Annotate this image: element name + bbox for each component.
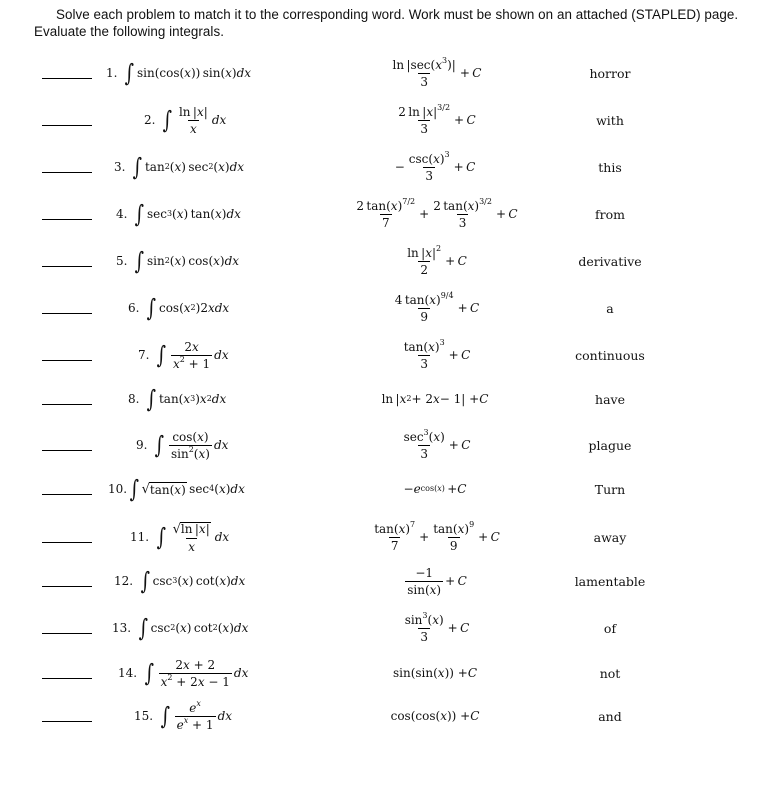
answer-choice xyxy=(300,50,570,96)
problem-number: 3. xyxy=(114,160,126,174)
answer-expression: $\sin^3(x)$ 3 + C xyxy=(404,610,470,644)
problem xyxy=(100,693,334,739)
answer-blank[interactable] xyxy=(42,450,92,451)
problem-expression: ∫ sin(cos( x )) sin( x ) dx xyxy=(125,59,252,87)
answer-blank[interactable] xyxy=(42,721,92,722)
match-word: derivative xyxy=(578,253,642,269)
problem-expression: ∫ ln |x| x dx xyxy=(163,104,227,136)
match-word: have xyxy=(595,391,625,407)
problem xyxy=(100,650,318,696)
problem-number: 2. xyxy=(144,113,156,127)
problem-row xyxy=(0,50,783,96)
match-word: Turn xyxy=(594,481,626,497)
answer-blank[interactable] xyxy=(42,404,92,405)
problem-row xyxy=(0,650,783,696)
answer-expression: 2 $\tan(x)^{7/2}$ 7 + 2 $\tan(x)^{3/2}$ 3 + C xyxy=(356,196,518,230)
answer-choice xyxy=(300,332,570,378)
problem-expression: ∫ tan 2 ( x ) sec 2 ( x ) dx xyxy=(133,153,245,181)
problem xyxy=(100,50,306,96)
answer-choice xyxy=(300,97,570,143)
answer-blank[interactable] xyxy=(42,78,92,79)
problem-expression: ∫ cos( x 2 )2 xdx xyxy=(147,294,230,322)
answer-choice xyxy=(300,466,570,512)
answer-expression: 2 $\ln |x|^{3/2}$ 3 + C xyxy=(398,102,476,136)
problem-row xyxy=(0,558,783,604)
instructions-line-1: Solve each problem to match it to the corresponding word. Work must be shown on an attached (STAPLED) page. xyxy=(56,7,739,22)
problem-expression: ∫ tan( x 3 ) x 2 dx xyxy=(147,385,227,413)
problem-number: 11. xyxy=(130,530,150,544)
answer-expression: $\tan(x)^3$ 3 + C xyxy=(403,337,471,371)
problem-number: 8. xyxy=(128,392,140,406)
answer-expression: sin(sin( x )) + C xyxy=(392,666,477,680)
match-word: a xyxy=(606,300,614,316)
answer-blank[interactable] xyxy=(42,586,92,587)
answer-expression: cos(cos( x )) + C xyxy=(390,709,480,723)
problem-number: 9. xyxy=(136,438,148,452)
problem-number: 10. xyxy=(108,482,128,496)
problem-row xyxy=(0,285,783,331)
answer-expression: $\tan(x)^7$ 7 + $\tan(x)^9$ 9 + C xyxy=(374,519,500,553)
problem-expression: ∫ cos(x) $\sin^2(x)$ dx xyxy=(155,429,229,461)
match-word: plague xyxy=(588,437,632,453)
match-word: and xyxy=(598,708,622,724)
problem-row xyxy=(0,422,783,468)
answer-blank[interactable] xyxy=(42,678,92,679)
problem-number: 1. xyxy=(106,66,118,80)
match-word: with xyxy=(596,112,624,128)
answer-blank[interactable] xyxy=(42,542,92,543)
problem-row xyxy=(0,332,783,378)
problem-row xyxy=(0,144,783,190)
problem-number: 6. xyxy=(128,301,140,315)
answer-blank[interactable] xyxy=(42,125,92,126)
problem-row xyxy=(0,97,783,143)
answer-expression: $\sec^3(x)$ 3 + C xyxy=(403,427,471,461)
problem xyxy=(100,466,308,512)
problem-number: 14. xyxy=(118,666,138,680)
match-word: continuous xyxy=(575,347,645,363)
match-word: lamentable xyxy=(574,573,646,589)
problem-expression: ∫ sin 2 ( x ) cos( x ) dx xyxy=(135,247,240,275)
problem-number: 12. xyxy=(114,574,134,588)
answer-blank[interactable] xyxy=(42,172,92,173)
problem-expression: ∫ 2x + 2 $x^2 + 2x - 1$ dx xyxy=(144,657,249,689)
problem-row xyxy=(0,466,783,512)
match-word: horror xyxy=(589,65,631,81)
problem xyxy=(100,514,330,560)
answer-choice xyxy=(300,650,570,696)
answer-expression: − e cos(x) + C xyxy=(403,482,467,496)
problem-row xyxy=(0,376,783,422)
problem-row xyxy=(0,605,783,651)
problem-expression: ∫ csc 3 ( x ) cot( x ) dx xyxy=(140,567,246,595)
answer-expression: $\ln |x|^2$ 2 + C xyxy=(407,243,467,277)
instructions xyxy=(34,6,774,40)
problem-number: 15. xyxy=(134,709,154,723)
problem-number: 7. xyxy=(138,348,150,362)
problem-expression: ∫ √ tan(x) sec 4 ( x ) dx xyxy=(129,475,245,503)
problem xyxy=(100,238,316,284)
answer-choice xyxy=(300,605,570,651)
answer-expression: 4 $\tan(x)^{9/4}$ 9 + C xyxy=(394,290,480,324)
problem xyxy=(100,605,312,651)
answer-blank[interactable] xyxy=(42,494,92,495)
problem xyxy=(100,191,316,237)
answer-expression: − $\csc(x)^3$ 3 + C xyxy=(394,149,476,183)
instructions-line-2: Evaluate the following integrals. xyxy=(34,24,224,39)
problem-row xyxy=(0,191,783,237)
answer-blank[interactable] xyxy=(42,313,92,314)
problem xyxy=(100,376,328,422)
match-word: from xyxy=(595,206,625,222)
problem-expression: ∫ $e^x$ $e^x + 1$ dx xyxy=(160,698,233,732)
answer-choice xyxy=(300,285,570,331)
problem-row xyxy=(0,693,783,739)
answer-choice xyxy=(300,191,570,237)
answer-blank[interactable] xyxy=(42,266,92,267)
match-word: of xyxy=(603,620,617,636)
problem-number: 13. xyxy=(112,621,132,635)
problem-number: 5. xyxy=(116,254,128,268)
problem xyxy=(100,285,328,331)
answer-blank[interactable] xyxy=(42,219,92,220)
answer-choice xyxy=(300,144,570,190)
match-word: not xyxy=(599,665,621,681)
problem xyxy=(100,144,314,190)
problem-expression: ∫ √ln |x| x dx xyxy=(156,521,230,554)
problem-number: 4. xyxy=(116,207,128,221)
problem xyxy=(100,558,314,604)
answer-choice xyxy=(300,376,570,422)
problem-expression: ∫ 2x $x^2 + 1$ dx xyxy=(157,339,229,371)
problem-row xyxy=(0,238,783,284)
problem-row xyxy=(0,514,783,560)
match-word: away xyxy=(593,529,627,545)
answer-blank[interactable] xyxy=(42,633,92,634)
answer-expression: −1 sin(x) + C xyxy=(407,565,467,597)
answer-choice xyxy=(300,514,570,560)
answer-expression: $\ln |\sec(x^3)|$ 3 + C xyxy=(392,55,482,89)
problem-expression: ∫ csc 2 ( x ) cot 2 ( x ) dx xyxy=(138,614,249,642)
answer-choice xyxy=(300,238,570,284)
answer-choice xyxy=(300,558,570,604)
problem-expression: ∫ sec 3 ( x ) tan( x ) dx xyxy=(135,200,241,228)
answer-blank[interactable] xyxy=(42,360,92,361)
answer-choice xyxy=(300,422,570,468)
answer-choice xyxy=(300,693,570,739)
match-word: this xyxy=(598,159,622,175)
answer-expression: ln | x 2 + 2 x − 1| + C xyxy=(381,392,489,406)
